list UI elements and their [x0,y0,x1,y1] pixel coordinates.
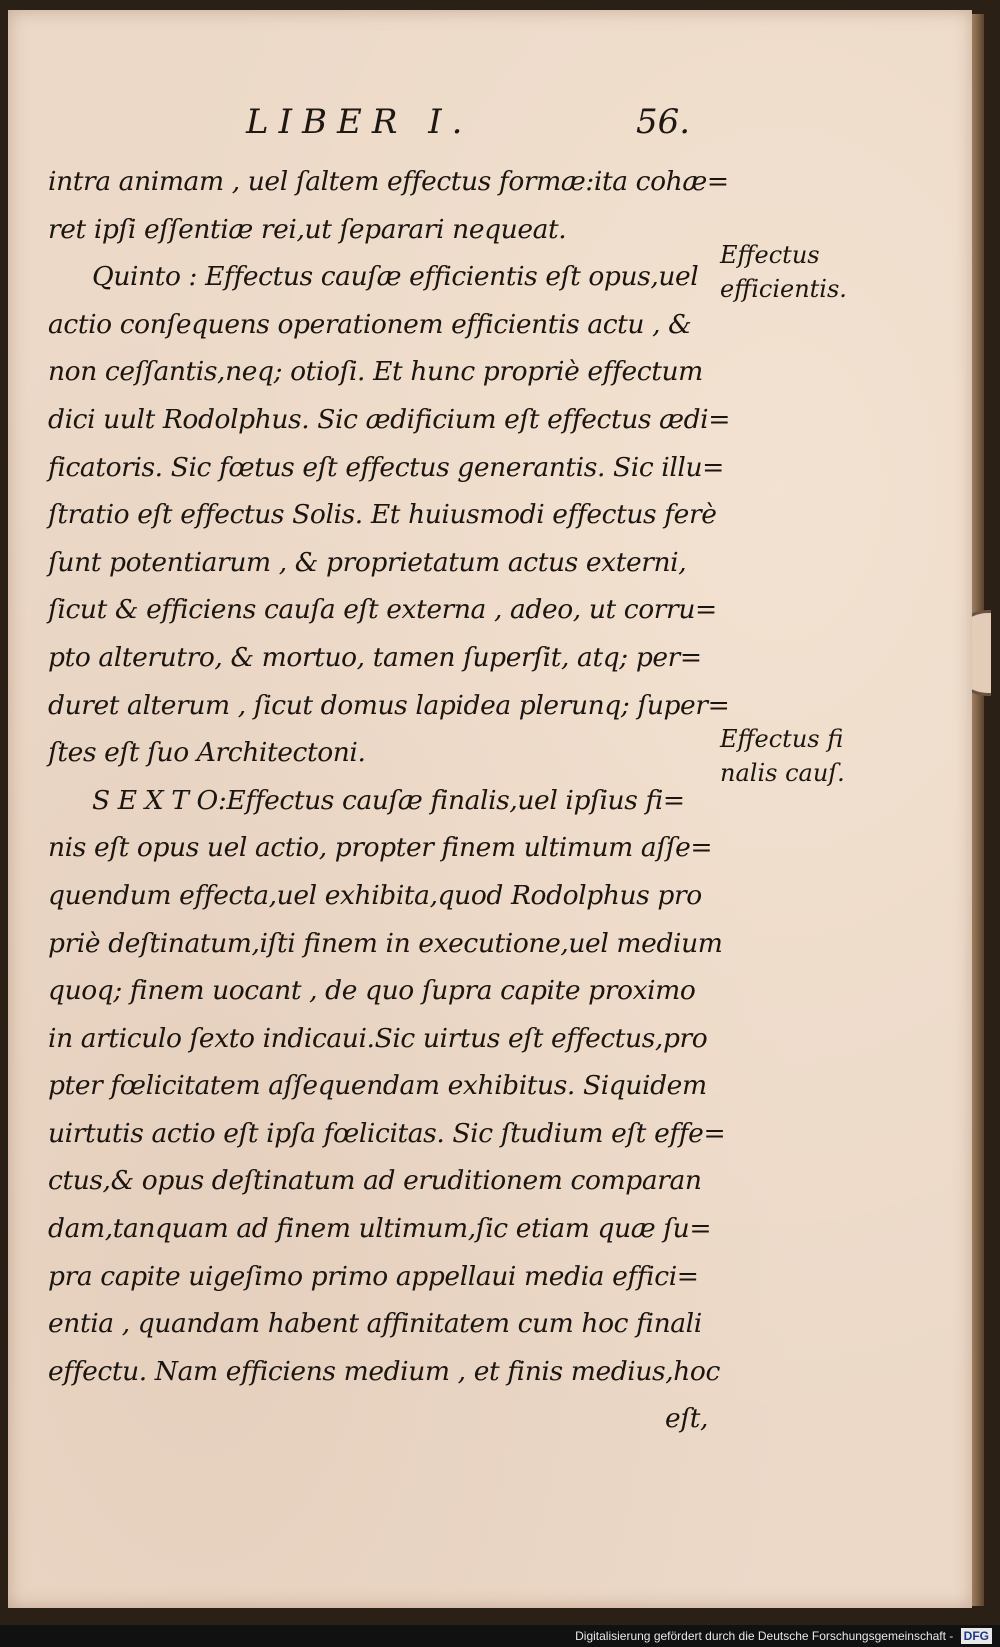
text-line: duret alterum , ſicut domus lapidea plerunq; ſuper= [48,689,730,721]
text-line: pter fœlicitatem aſſequendam exhibitus. Siquidem [48,1070,707,1102]
text-line: S E X T O:Effectus cauſæ finalis,uel ipſius fi= [92,784,685,816]
text-line: intra animam , uel ſaltem effectus formæ:ita cohæ= [48,166,729,197]
text-line: dici uult Rodolphus. Sic ædificium eſt effectus ædi= [48,403,731,435]
running-title: LIBER I. [246,102,473,142]
book-page [8,10,972,1608]
text-line: dam,tanquam ad finem ultimum,ſic etiam quæ ſu= [48,1213,712,1245]
text-line: effectu. Nam efficiens medium , et finis medius,hoc [48,1355,720,1387]
marginal-line: nalis cauſ. [720,759,845,787]
credit-text: Digitalisierung gefördert durch die Deutsche Forschungsgemeinschaft - [575,1629,954,1643]
text-line: Quinto : Effectus cauſæ efficientis eſt opus,uel [92,261,699,293]
marginal-note-efficientis [720,238,870,306]
marginal-line: Effectus [720,241,820,269]
text-line: actio conſequens operationem efficientis actu , & [48,308,692,340]
marginal-note-finalis [720,722,870,790]
text-line: ſtratio eſt effectus Solis. Et huiusmodi effectus ferè [48,499,717,531]
marginal-line: Effectus fi [720,725,844,753]
text-line: ctus,& opus deſtinatum ad eruditionem comparan [48,1165,702,1197]
text-line: ſtes eſt ſuo Architectoni. [48,737,366,769]
page-number: 56. [636,102,691,142]
text-line: pto alterutro, & mortuo, tamen ſuperſit, atq; per= [48,641,702,673]
text-line: ſunt potentiarum , & proprietatum actus externi, [48,546,687,578]
dfg-logo: DFG [961,1628,992,1644]
text-line: ret ipſi eſſentiæ rei,ut ſeparari nequeat. [48,213,567,245]
text-line: pra capite uigeſimo primo appellaui media effici= [48,1260,699,1292]
text-line: quoq; finem uocant , de quo ſupra capite proximo [48,975,696,1007]
text-line: quendum effecta,uel exhibita,quod Rodolphus pro [48,879,702,911]
text-line: in articulo ſexto indicaui.Sic uirtus eſt effectus,pro [48,1022,708,1054]
marginal-line: efficientis. [720,275,847,303]
text-line: nis eſt opus uel actio, propter finem ultimum aſſe= [48,832,713,864]
text-line: priè deſtinatum,iſti finem in executione,uel medium [48,927,723,959]
digitization-credit-bar [0,1625,1000,1647]
body-text [48,158,731,1443]
text-line: ſicut & efficiens cauſa eſt externa , adeo, ut corru= [48,594,717,626]
text-line: ficatoris. Sic fœtus eſt effectus generantis. Sic illu= [48,451,724,483]
text-line: non ceſſantis,neq; otioſi. Et hunc propriè effectum [48,356,703,388]
text-line: entia , quandam habent affinitatem cum hoc finali [48,1308,702,1340]
page-header [246,102,691,142]
catchword: eſt, [665,1403,708,1435]
text-line: uirtutis actio eſt ipſa fœlicitas. Sic ſtudium eſt effe= [48,1117,726,1149]
